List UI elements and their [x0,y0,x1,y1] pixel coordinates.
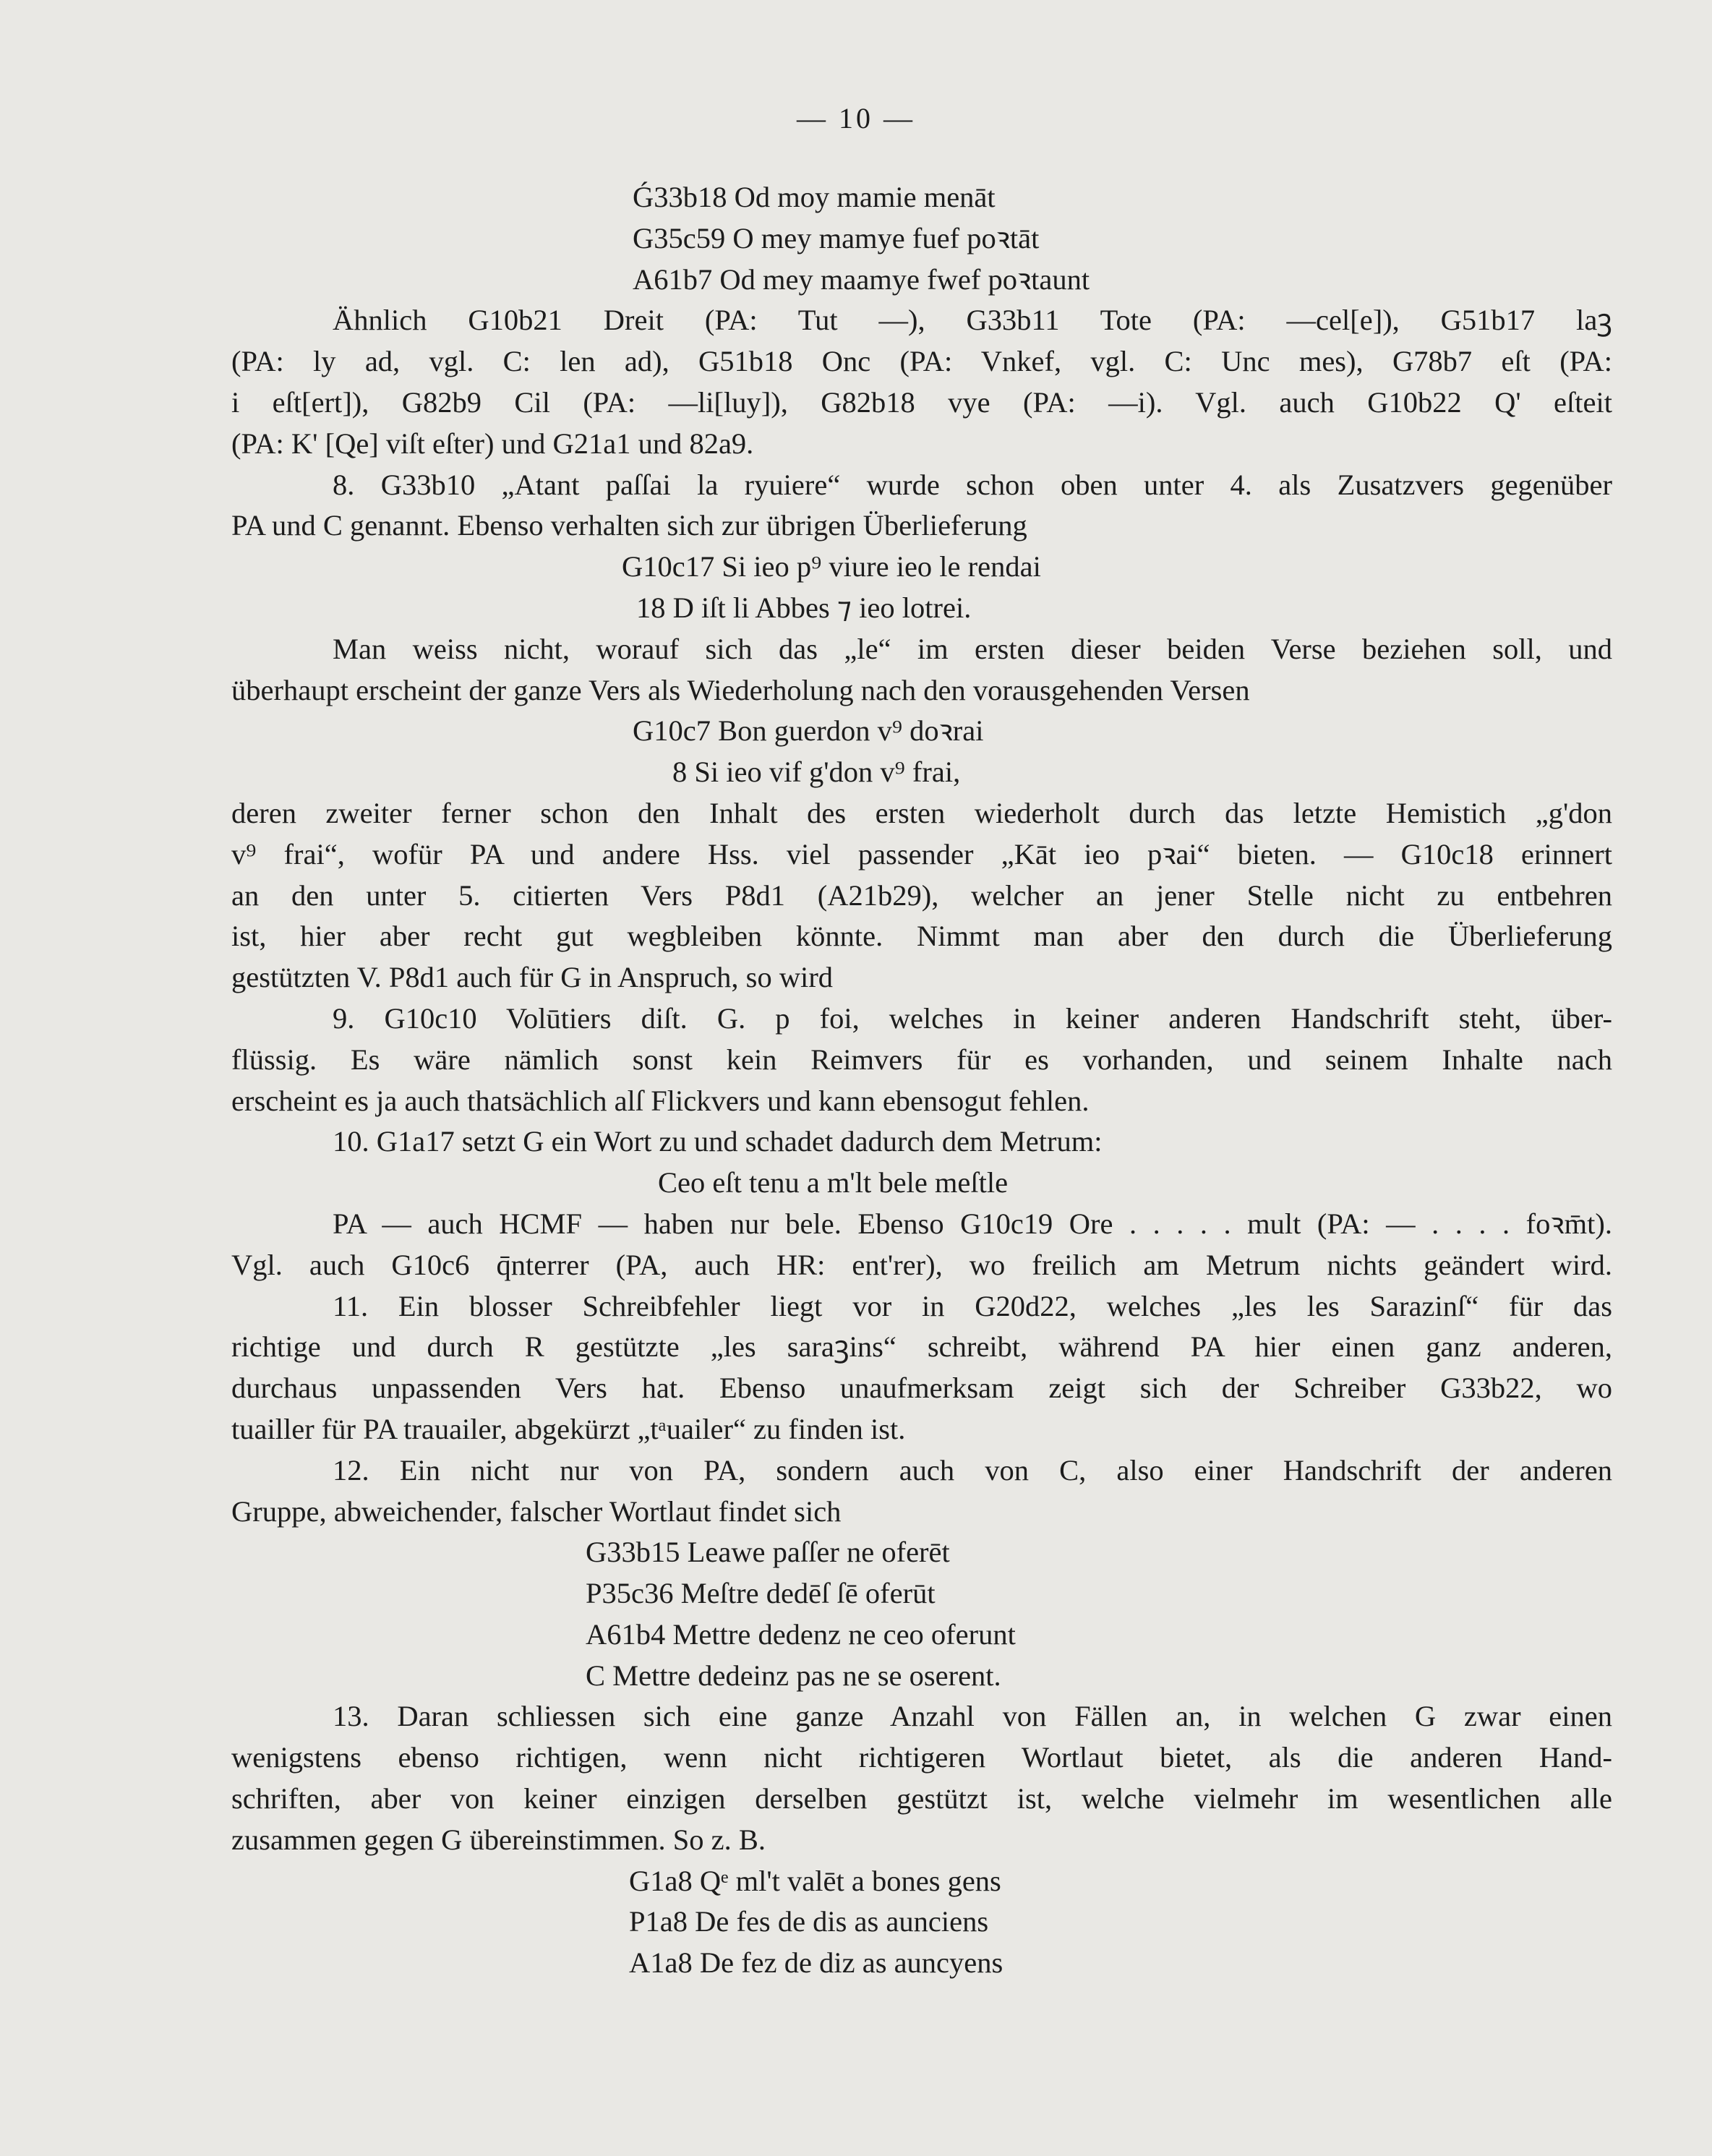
text-line: deren zweiter ferner schon den Inhalt des ersten wiederholt durch das letzte Hemistich „g'don [231,796,1612,829]
text-line: Man weiss nicht, worauf sich das „le“ im ersten dieser beiden Verse beziehen soll, und [333,632,1612,665]
text-line: C Mettre dedeinz pas ne se oserent. [586,1659,1001,1692]
text-line: (PA: ly ad, vgl. C: len ad), G51b18 Onc (PA: Vnkef, vgl. C: Unc mes), G78b7 eſt (PA: [231,345,1612,378]
text-line: A61b7 Od mey maamye fwef poꝛtaunt [633,262,1090,296]
text-line: 9. G10c10 Volūtiers diſt. G. p foi, welches in keiner anderen Handschrift steht, über- [333,1001,1612,1035]
text-line: 8 Si ieo vif g'don v⁹ frai, [672,756,961,789]
page-body [231,177,1612,1984]
text-line: G10c17 Si ieo p⁹ viure ieo le rendai [622,550,1041,583]
text-line: 13. Daran schliessen sich eine ganze Anzahl von Fällen an, in welchen G zwar einen [333,1700,1612,1733]
text-line: P35c36 Meſtre dedēſ ſē oferūt [586,1577,936,1610]
text-line: 8. G33b10 „Atant paſſai la ryuiere“ wurde schon oben unter 4. als Zusatzvers gegenüber [333,468,1612,501]
text-line: PA und C genannt. Ebenso verhalten sich zur übrigen Überlieferung [231,509,1027,542]
text-line: gestützten V. P8d1 auch für G in Anspruch, so wird [231,961,834,994]
text-line: A1a8 De fez de diz as auncyens [629,1946,1003,1980]
text-line: Gruppe, abweichender, falscher Wortlaut findet sich [231,1494,842,1528]
page-number: — 10 — [797,102,915,134]
text-line: tuailler für PA trauailer, abgekürzt „tᵃuailer“ zu finden ist. [231,1412,906,1445]
text-line: ist, hier aber recht gut wegbleiben könnte. Nimmt man aber den durch die Überlieferung [231,920,1612,953]
text-line: Ǵ33b18 Od moy mamie menāt [633,181,996,213]
text-line: Ceo eſt tenu a m'lt bele meſtle [658,1166,1009,1199]
text-line: v⁹ frai“, wofür PA und andere Hss. viel passender „Kāt ieo pꝛai“ bieten. — G10c18 erinnert [231,837,1612,870]
text-line: richtige und durch R gestützte „les saraꝫins“ schreibt, während PA hier einen ganz anderen, [231,1330,1612,1364]
text-line: G33b15 Leawe paſſer ne oferēt [586,1536,950,1569]
text-line: PA — auch HCMF — haben nur bele. Ebenso G10c19 Ore . . . . . mult (PA: — . . . . foꝛm̄t). [333,1207,1612,1240]
text-line: P1a8 De fes de dis as aunciens [629,1905,989,1938]
text-line: (PA: K' [Qe] viſt eſter) und G21a1 und 82a9. [231,427,754,460]
text-line: 11. Ein blosser Schreibfehler liegt vor in G20d22, welches „les les Sarazinſ“ für das [333,1289,1612,1322]
text-line: erscheint es ja auch thatsächlich alſ Flickvers und kann ebensogut fehlen. [231,1084,1090,1117]
text-line: flüssig. Es wäre nämlich sonst kein Reimvers für es vorhanden, und seinem Inhalte nach [231,1043,1612,1076]
text-line: schriften, aber von keiner einzigen derselben gestützt ist, welche vielmehr im wesentlichen alle [231,1782,1612,1815]
text-line: G1a8 Qᵉ ml't valēt a bones gens [629,1864,1001,1897]
text-line: G35c59 O mey mamye fuef poꝛtāt [633,221,1040,254]
text-line: durchaus unpassenden Vers hat. Ebenso unaufmerksam zeigt sich der Schreiber G33b22, wo [231,1372,1612,1405]
text-line: A61b4 Mettre dedenz ne ceo oferunt [586,1617,1016,1651]
text-line: Ähnlich G10b21 Dreit (PA: Tut —), G33b11 Tote (PA: —cel[e]), G51b17 laꝫ [333,304,1612,337]
text-line: an den unter 5. citierten Vers P8d1 (A21b29), welcher an jener Stelle nicht zu entbehren [231,878,1612,912]
text-line: zusammen gegen G übereinstimmen. So z. B. [231,1823,766,1856]
text-line: 12. Ein nicht nur von PA, sondern auch von C, also einer Handschrift der anderen [333,1453,1612,1486]
text-line: wenigstens ebenso richtigen, wenn nicht richtigeren Wortlaut bietet, als die anderen Hand- [231,1741,1612,1774]
text-line: G10c7 Bon guerdon v⁹ doꝛrai [633,714,984,748]
text-line: i eſt[ert]), G82b9 Cil (PA: —li[luy]), G82b18 vye (PA: —i). Vgl. auch G10b22 Q' eſteit [231,385,1612,419]
text-line: überhaupt erscheint der ganze Vers als Wiederholung nach den vorausgehenden Versen [231,673,1250,706]
text-line: 18 D iſt li Abbes ⁊ ieo lotrei. [636,591,972,624]
text-line: Vgl. auch G10c6 q̄nterrer (PA, auch HR: ent'rer), wo freilich am Metrum nichts geändert wird. [231,1248,1612,1281]
text-line: 10. G1a17 setzt G ein Wort zu und schadet dadurch dem Metrum: [333,1125,1103,1158]
